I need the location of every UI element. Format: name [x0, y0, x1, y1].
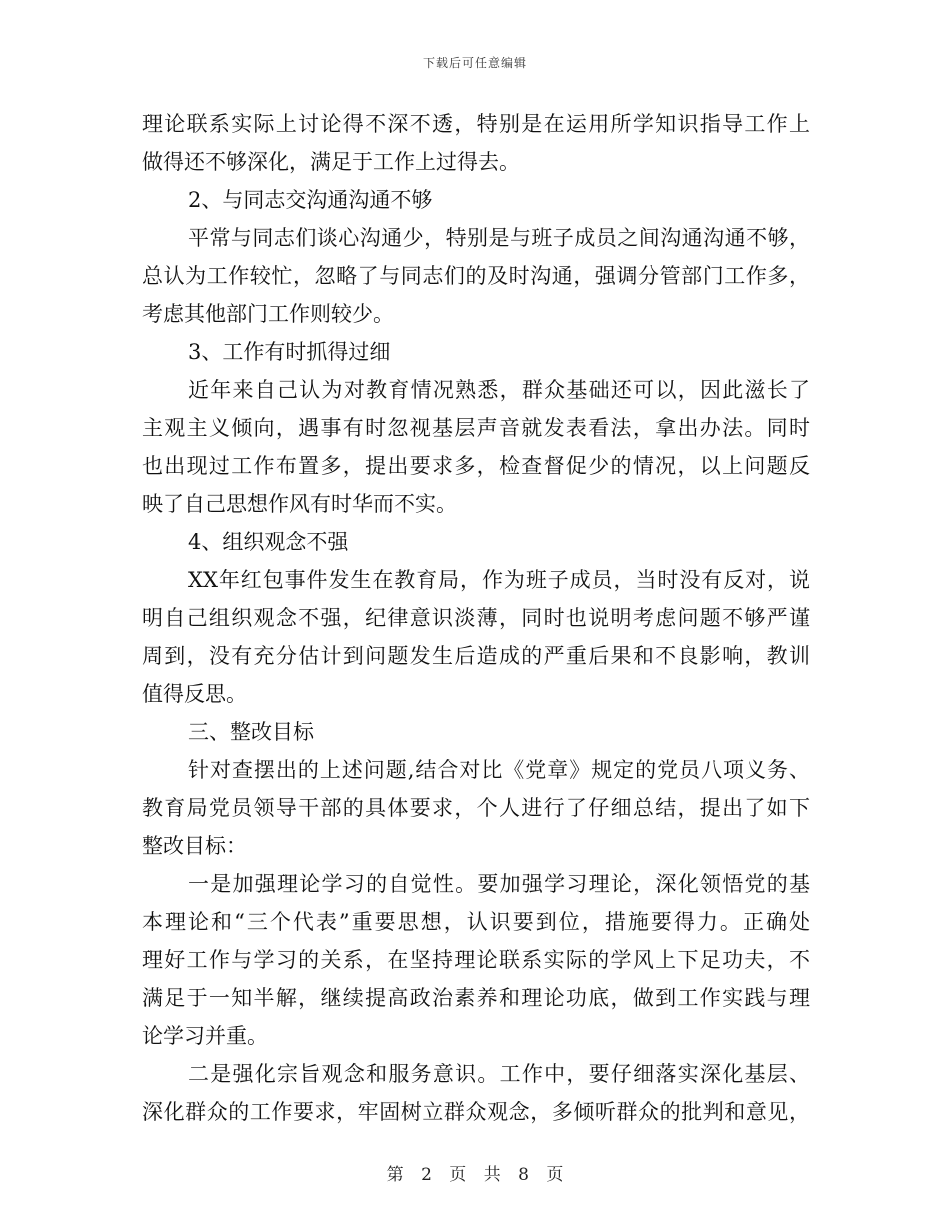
text-line: 映了自己思想作风有时华而不实。	[142, 492, 457, 516]
text-line: 周到，没有充分估计到问题发生后造成的严重后果和不良影响，教训	[142, 644, 810, 668]
header-note: 下载后可任意编辑	[422, 56, 527, 70]
text-line: 整改目标：	[142, 834, 247, 858]
text-line: 值得反思。	[142, 682, 247, 706]
footer-mid: 页	[449, 1165, 467, 1185]
text-line: 近年来自己认为对教育情况熟悉，群众基础还可以，因此滋长了	[188, 378, 810, 402]
current-page-number: 2	[421, 1165, 432, 1185]
text-line: 理论联系实际上讨论得不深不透，特别是在运用所学知识指导工作上	[142, 112, 810, 136]
text-line: 3、工作有时抓得过细	[188, 340, 391, 364]
text-line: 二是强化宗旨观念和服务意识。工作中，要仔细落实深化基层、	[188, 1062, 810, 1086]
text-line: 理好工作与学习的关系，在坚持理论联系实际的学风上下足功夫，不	[142, 948, 810, 972]
text-line: 做得还不够深化，满足于工作上过得去。	[142, 150, 520, 174]
text-line: 4、组织观念不强	[188, 530, 349, 554]
page-footer	[0, 1160, 950, 1185]
footer-total-label: 共	[483, 1165, 501, 1185]
footer-suffix: 页	[546, 1165, 564, 1185]
text-line: 深化群众的工作要求，牢固树立群众观念，多倾听群众的批判和意见，	[142, 1100, 810, 1124]
text-line: 也出现过工作布置多，提出要求多，检查督促少的情况，以上问题反	[142, 454, 810, 478]
text-line: 本理论和“三个代表”重要思想，认识要到位，措施要得力。正确处	[142, 910, 810, 934]
text-line: XX年红包事件发生在教育局，作为班子成员，当时没有反对，说	[188, 568, 810, 592]
text-line: 主观主义倾向，遇事有时忽视基层声音就发表看法，拿出办法。同时	[142, 416, 810, 440]
text-line: 一是加强理论学习的自觉性。要加强学习理论，深化领悟党的基	[188, 872, 810, 896]
text-line: 平常与同志们谈心沟通少，特别是与班子成员之间沟通沟通不够，	[188, 226, 810, 250]
text-line: 教育局党员领导干部的具体要求，个人进行了仔细总结，提出了如下	[142, 796, 810, 820]
text-line: 针对查摆出的上述问题,结合对比《党章》规定的党员八项义务、	[188, 758, 810, 782]
text-line: 明自己组织观念不强，纪律意识淡薄，同时也说明考虑问题不够严谨	[142, 606, 810, 630]
text-line: 三、整改目标	[188, 720, 314, 744]
text-line: 2、与同志交沟通沟通不够	[188, 188, 433, 212]
text-line: 总认为工作较忙，忽略了与同志们的及时沟通，强调分管部门工作多，	[142, 264, 810, 288]
document-body	[142, 105, 810, 1131]
text-line: 论学习并重。	[142, 1024, 268, 1048]
text-line: 满足于一知半解，继续提高政治素养和理论功底，做到工作实践与理	[142, 986, 810, 1010]
total-page-number: 8	[518, 1165, 529, 1185]
text-line: 考虑其他部门工作则较少。	[142, 302, 394, 326]
footer-prefix: 第	[386, 1165, 404, 1185]
